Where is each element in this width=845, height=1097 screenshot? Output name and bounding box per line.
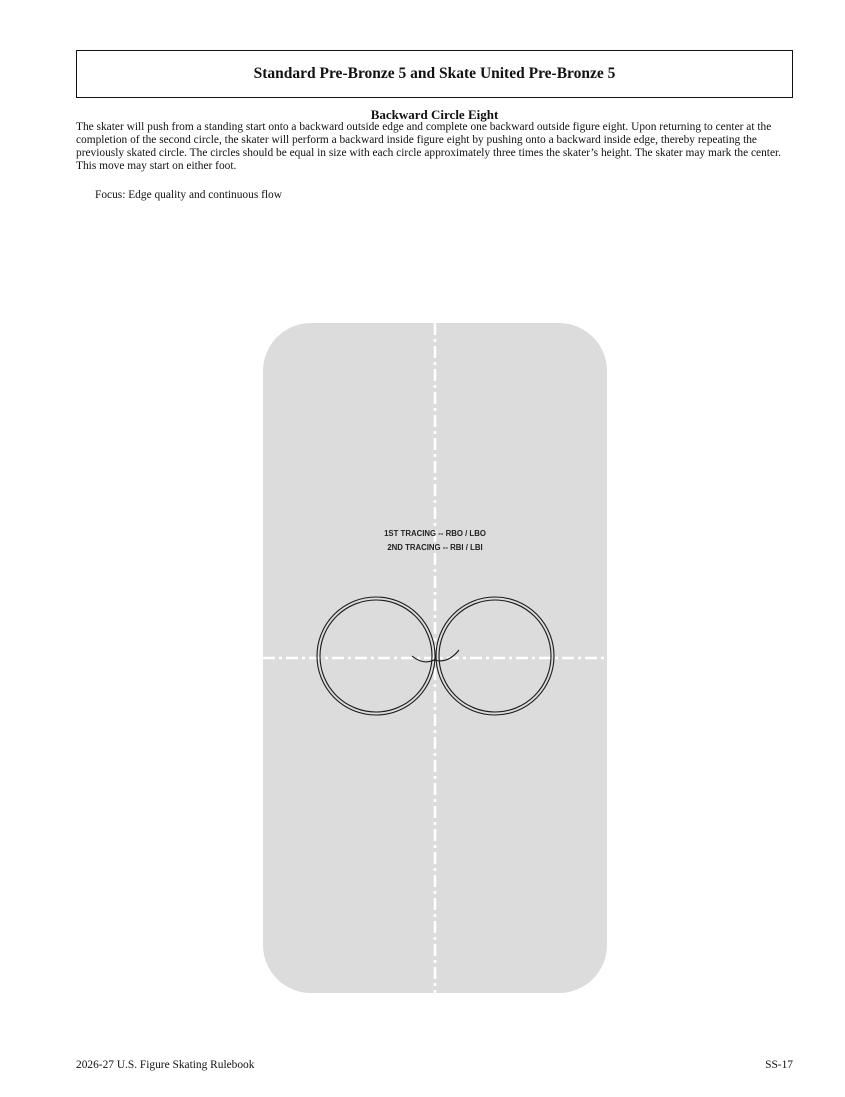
page-title: Standard Pre-Bronze 5 and Skate United Pre-Bronze 5 bbox=[253, 65, 616, 82]
move-title: Backward Circle Eight bbox=[370, 107, 499, 122]
footer-page-number: SS-17 bbox=[765, 1059, 793, 1071]
tracing-label-1: 1ST TRACING -- RBO / LBO bbox=[384, 529, 486, 538]
tracing-label-2: 2ND TRACING -- RBI / LBI bbox=[387, 543, 483, 552]
focus-text: Focus: Edge quality and continuous flow bbox=[95, 189, 282, 201]
move-description: The skater will push from a standing start onto a backward outside edge and complete one backward outside figure eight. Upon returning to center at the completion of the second circle, the skater will perform a backward inside figure eight by pushing onto a backward inside edge, thereby repeating the previously skated circle. The circles should be equal in size with each circle approximately three times the skater’s height. The skater may mark the center. This move may start on either foot. bbox=[76, 121, 782, 173]
footer-rulebook: 2026-27 U.S. Figure Skating Rulebook bbox=[76, 1059, 255, 1071]
